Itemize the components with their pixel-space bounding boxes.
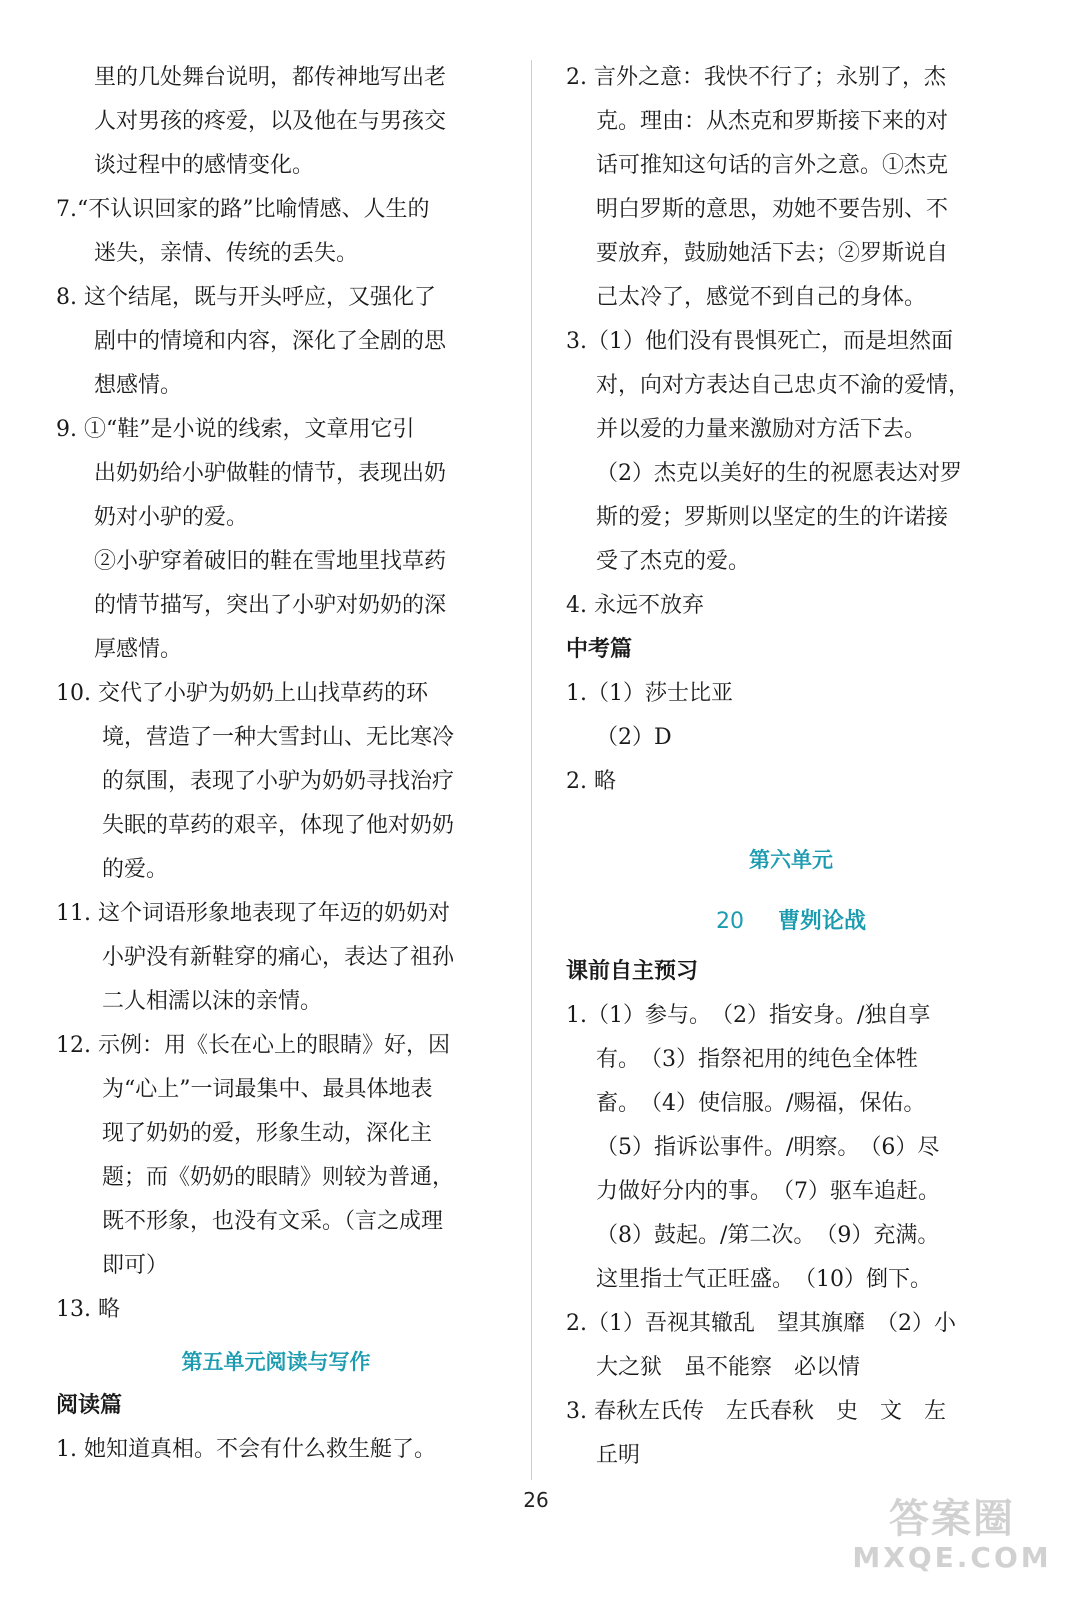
unit-title-5: 第五单元阅读与写作 (181, 1350, 371, 1374)
answer-line: 现了奶奶的爱，形象生动，深化主 (102, 1121, 433, 1146)
answer-item-3: 3.（1）他们没有畏惧死亡，而是坦然面 (566, 329, 953, 354)
answer-line: 丘明 (596, 1443, 641, 1468)
answer-line: 小驴没有新鞋穿的痛心，表达了祖孙 (102, 945, 455, 970)
answer-item-10: 10. 交代了小驴为奶奶上山找草药的环 (56, 681, 428, 706)
answer-line: 里的几处舞台说明，都传神地写出老 (94, 65, 447, 90)
answer-line: 明白罗斯的意思，劝她不要告别、不 (596, 197, 949, 222)
answer-line: 厚感情。 (94, 637, 183, 662)
answer-item-7: 7.“不认识回家的路”比喻情感、人生的 (56, 197, 430, 222)
section-heading-reading: 阅读篇 (56, 1393, 123, 1418)
lesson-title (566, 894, 1016, 950)
answer-line: 想感情。 (94, 373, 183, 398)
answer-line: ②小驴穿着破旧的鞋在雪地里找草药 (94, 549, 447, 574)
answer-line: 的情节描写，突出了小驴对奶奶的深 (94, 593, 447, 618)
answer-line: 境，营造了一种大雪封山、无比寒冷 (102, 725, 455, 750)
preview-answer-3: 3. 春秋左氏传 左氏春秋 史 文 左 (566, 1399, 946, 1424)
watermark-logo (852, 1490, 1052, 1580)
section-heading-exam: 中考篇 (566, 637, 633, 662)
answer-item-9: 9. ①“鞋”是小说的线索，文章用它引 (56, 417, 415, 442)
answer-line: 要放弃，鼓励她活下去；②罗斯说自 (596, 241, 949, 266)
reading-answer-1: 1. 她知道真相。不会有什么救生艇了。 (56, 1437, 436, 1462)
answer-line: 即可） (102, 1253, 169, 1278)
answer-line: （8）鼓起。/第二次。 （9）充满。 (596, 1223, 940, 1248)
answer-item-4: 4. 永远不放弃 (566, 593, 704, 618)
answer-line: 大之狱 虽不能察 必以情 (596, 1355, 861, 1380)
answer-item-11: 11. 这个词语形象地表现了年迈的奶奶对 (56, 901, 450, 926)
answer-line: 克。理由：从杰克和罗斯接下来的对 (596, 109, 949, 134)
answer-line: 的氛围，表现了小驴为奶奶寻找治疗 (102, 769, 455, 794)
preview-answer-2: 2.（1）吾视其辙乱 望其旗靡 （2）小 (566, 1311, 956, 1336)
answer-line: 对，向对方表达自己忠贞不渝的爱情， (596, 373, 971, 398)
answer-line: 出奶奶给小驴做鞋的情节，表现出奶 (94, 461, 447, 486)
answer-line: 剧中的情境和内容，深化了全剧的思 (94, 329, 447, 354)
answer-line: 力做好分内的事。 （7）驱车追赶。 (596, 1179, 940, 1204)
answer-line: 受了杰克的爱。 (596, 549, 751, 574)
answer-item-13: 13. 略 (56, 1297, 120, 1322)
answer-line: 既不形象，也没有文采。（言之成理 (102, 1209, 444, 1234)
left-column (56, 56, 496, 1472)
answer-item-8: 8. 这个结尾，既与开头呼应，又强化了 (56, 285, 436, 310)
answer-line: 谈过程中的感情变化。 (94, 153, 315, 178)
lesson-name: 曹刿论战 (777, 909, 866, 934)
exam-answer-1-2: （2）D (596, 725, 672, 750)
answer-line: 迷失，亲情、传统的丢失。 (94, 241, 359, 266)
right-column (566, 56, 1016, 1478)
watermark-main: 答案圈 (889, 1496, 1015, 1542)
exam-answer-2: 2. 略 (566, 769, 616, 794)
section-heading-preview: 课前自主预习 (566, 959, 699, 984)
watermark-sub: MXQE.COM (852, 1541, 1052, 1574)
answer-line: （5）指诉讼事件。/明察。 （6）尽 (596, 1135, 940, 1160)
answer-line: 畜。 （4）使信服。/赐福，保佑。 (596, 1091, 926, 1116)
answer-line: 的爱。 (102, 857, 169, 882)
answer-line: 二人相濡以沫的亲情。 (102, 989, 323, 1014)
answer-line: 己太冷了，感觉不到自己的身体。 (596, 285, 927, 310)
answer-line: 这里指士气正旺盛。 （10）倒下。 (596, 1267, 932, 1292)
answer-line: 并以爱的力量来激励对方活下去。 (596, 417, 927, 442)
lesson-number: 20 (715, 909, 744, 934)
answer-line: 斯的爱；罗斯则以坚定的生的许诺接 (596, 505, 949, 530)
answer-line: 为“心上”一词最集中、最具体地表 (102, 1077, 433, 1102)
answer-line: 话可推知这句话的言外之意。①杰克 (596, 153, 949, 178)
unit-title-6: 第六单元 (749, 848, 833, 872)
answer-line: 有。 （3）指祭祀用的纯色全体牲 (596, 1047, 918, 1072)
column-divider (531, 60, 532, 1480)
answer-item-2: 2. 言外之意：我快不行了；永别了，杰 (566, 65, 946, 90)
answer-item-12: 12. 示例：用《长在心上的眼睛》好，因 (56, 1033, 450, 1058)
answer-line: 人对男孩的疼爱，以及他在与男孩交 (94, 109, 447, 134)
preview-answer-1: 1.（1）参与。 （2）指安身。/独自享 (566, 1003, 931, 1028)
answer-line: （2）杰克以美好的生的祝愿表达对罗 (596, 461, 962, 486)
answer-line: 奶对小驴的爱。 (94, 505, 249, 530)
answer-line: 失眠的草药的艰辛，体现了他对奶奶 (102, 813, 455, 838)
page-number: 26 (523, 1488, 549, 1512)
exam-answer-1: 1.（1）莎士比亚 (566, 681, 733, 706)
answer-line: 题；而《奶奶的眼睛》则较为普通， (102, 1165, 455, 1190)
